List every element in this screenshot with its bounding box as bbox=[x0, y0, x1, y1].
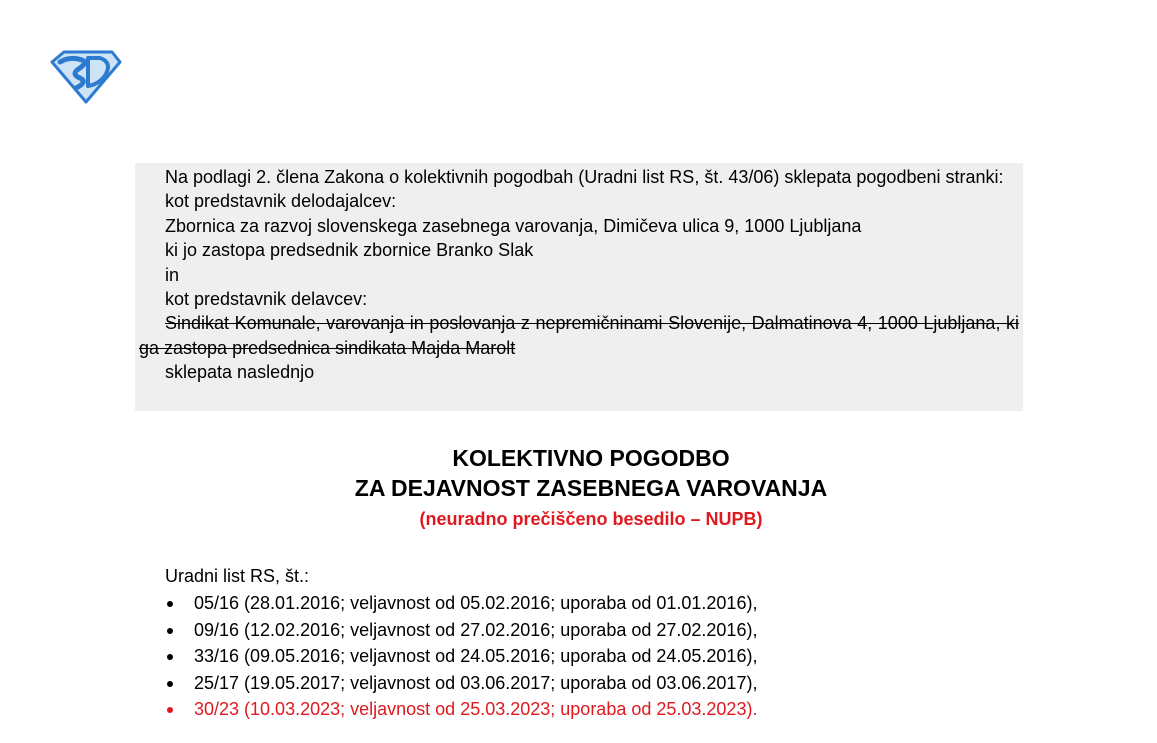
gazette-entry-text: 25/17 (19.05.2017; veljavnost od 03.06.2017; uporaba od 03.06.2017), bbox=[194, 672, 758, 693]
bullet-icon bbox=[167, 707, 173, 713]
document-title-line-1: KOLEKTIVNO POGODBO bbox=[452, 445, 730, 471]
bullet-icon bbox=[167, 654, 173, 660]
gazette-entry-text: 05/16 (28.01.2016; veljavnost od 05.02.2016; uporaba od 01.01.2016), bbox=[194, 593, 758, 613]
gazette-list bbox=[165, 590, 1045, 723]
bullet-icon bbox=[167, 681, 173, 687]
intro-paragraph: sklepata naslednjo bbox=[165, 362, 315, 383]
intro-paragraph: in bbox=[165, 264, 180, 285]
company-logo-icon bbox=[50, 48, 122, 104]
gazette-list-item-amended bbox=[165, 696, 1045, 723]
intro-paragraph: kot predstavnik delodajalcev: bbox=[165, 191, 397, 212]
gazette-entry-text: 09/16 (12.02.2016; veljavnost od 27.02.2016; uporaba od 27.02.2016), bbox=[194, 619, 758, 640]
intro-paragraph: ki jo zastopa predsednik zbornice Branko Slak bbox=[165, 240, 534, 261]
bullet-icon bbox=[167, 628, 173, 634]
gazette-entry-text: 33/16 (09.05.2016; veljavnost od 24.05.2016; uporaba od 24.05.2016), bbox=[194, 646, 758, 667]
gazette-entry-text: 30/23 (10.03.2023; veljavnost od 25.03.2023; uporaba od 25.03.2023). bbox=[194, 699, 758, 720]
intro-paragraph: Na podlagi 2. člena Zakona o kolektivnih pogodbah (Uradni list RS, št. 43/06) sklepata pogodbeni stranki: bbox=[165, 167, 1004, 187]
intro-section bbox=[135, 163, 1023, 411]
gazette-list-item bbox=[165, 643, 1045, 670]
intro-paragraph-struck: Sindikat Komunale, varovanja in poslovanja z nepremičninami Slovenije, Dalmatinova 4, 1000 Ljubljana, ki ga zastopa predsednica sindikata Majda Marolt bbox=[139, 313, 1019, 358]
document-title-line-2: ZA DEJAVNOST ZASEBNEGA VAROVANJA bbox=[354, 475, 828, 501]
gazette-section bbox=[165, 564, 1045, 723]
gazette-label: Uradni list RS, št.: bbox=[165, 566, 310, 586]
gazette-list-item bbox=[165, 590, 1045, 617]
gazette-list-item bbox=[165, 670, 1045, 697]
intro-paragraph: Zbornica za razvoj slovenskega zasebnega varovanja, Dimičeva ulica 9, 1000 Ljubljana bbox=[165, 215, 862, 236]
bullet-icon bbox=[167, 601, 173, 607]
document-subtitle: (neuradno prečiščeno besedilo – NUPB) bbox=[419, 509, 763, 529]
intro-paragraph: kot predstavnik delavcev: bbox=[165, 289, 368, 310]
gazette-list-item bbox=[165, 617, 1045, 644]
